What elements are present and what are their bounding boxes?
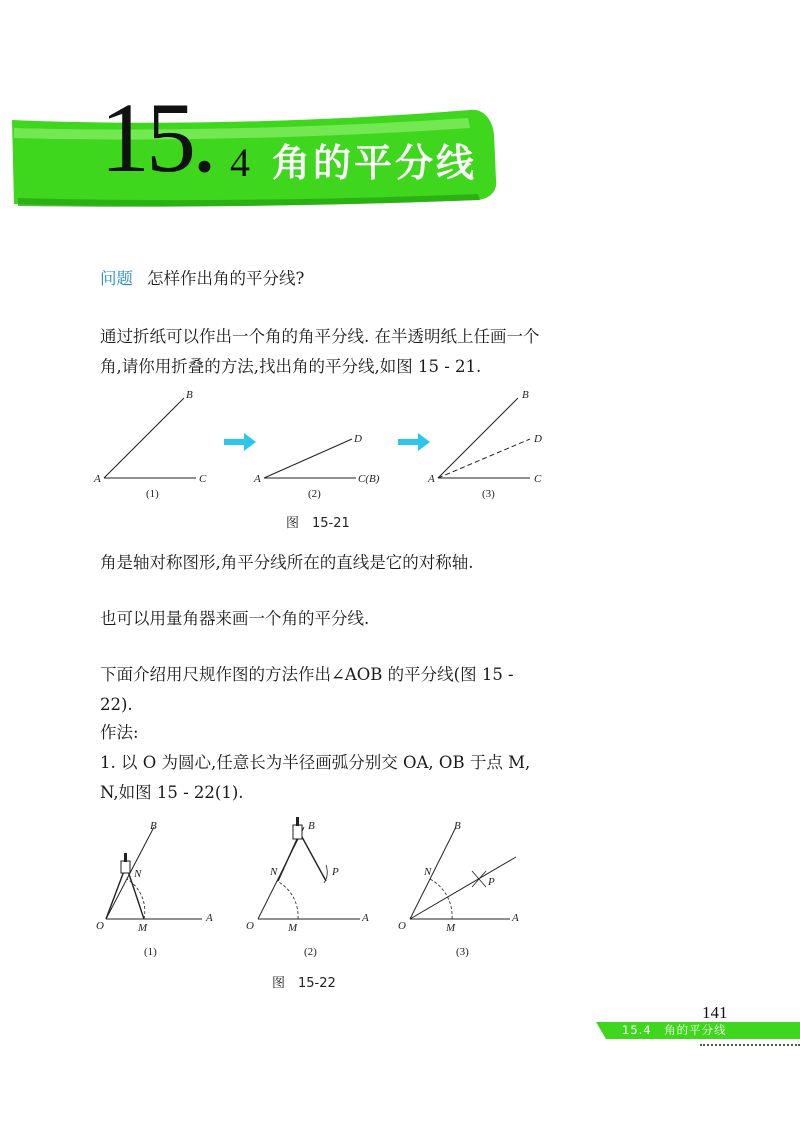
label-N: N [424,866,432,878]
footer-section-label: 15.4 角的平分线 [622,1023,727,1037]
footer-dotted-line [700,1044,800,1046]
figure-15-22-caption: 图 15-22 [272,976,336,991]
label-M: M [446,922,456,934]
page-number: 141 [702,1003,728,1022]
label-O: O [246,920,254,932]
label-O: O [96,920,104,932]
label-D: D [354,433,362,445]
arrow-right-icon [398,433,430,451]
sub-label: (2) [304,946,317,958]
fig-15-21-sub1 [93,389,207,500]
fig-15-21-sub2 [253,433,380,500]
label-B: B [522,389,529,401]
sub-label: (1) [146,488,159,500]
question-label: 问题 [100,269,133,288]
fig-15-22-sub3 [398,820,519,958]
label-P: P [488,876,495,888]
label-A: A [206,912,213,924]
figure-15-22 [90,815,530,960]
label-A: A [94,473,101,485]
figure-15-21-caption: 图 15-21 [286,516,350,531]
label-B: B [150,820,157,832]
label-A: A [362,912,369,924]
fig-15-22-sub1 [96,820,213,958]
figure-15-21 [90,386,560,504]
sub-label: (2) [308,488,321,500]
label-P: P [332,866,339,878]
label-C-B: C(B) [358,473,380,485]
label-A: A [512,912,519,924]
paragraph-construction-intro: 下面介绍用尺规作图的方法作出∠AOB 的平分线(图 15 - 22). [100,665,514,714]
fig-15-21-sub3 [427,389,542,500]
label-A: A [428,473,435,485]
paragraph-method: 作法: [100,723,139,742]
label-C: C [534,473,542,485]
arrow-right-icon [224,433,256,451]
paragraph-symmetry: 角是轴对称图形,角平分线所在的直线是它的对称轴. [100,553,474,572]
chapter-number: 15. [100,82,213,193]
label-B: B [186,389,193,401]
question-text: 怎样作出角的平分线? [147,269,305,288]
fig-15-22-sub2 [246,817,369,958]
question-line [100,264,550,294]
label-C: C [199,473,207,485]
sub-label: (1) [144,946,157,958]
sub-label: (3) [456,946,469,958]
section-number: 4 [230,140,250,185]
compass-icon [278,817,326,881]
paragraph-folding: 通过折纸可以作出一个角的角平分线. 在半透明纸上任画一个角,请你用折叠的方法,找出角的平分线,如图 15 - 21. [100,327,540,376]
label-M: M [138,922,148,934]
label-A: A [254,473,261,485]
paragraph-step-1: 1. 以 O 为圆心,任意长为半径画弧分别交 OA, OB 于点 M, N,如图 15 - 22(1). [100,753,531,802]
paragraph-protractor: 也可以用量角器来画一个角的平分线. [100,609,370,628]
label-N: N [270,866,278,878]
label-B: B [454,820,461,832]
sub-label: (3) [482,488,495,500]
label-M: M [288,922,298,934]
label-N: N [134,868,142,880]
section-title: 角的平分线 [272,141,478,185]
label-O: O [398,920,406,932]
label-B: B [308,820,315,832]
label-D: D [534,433,542,445]
